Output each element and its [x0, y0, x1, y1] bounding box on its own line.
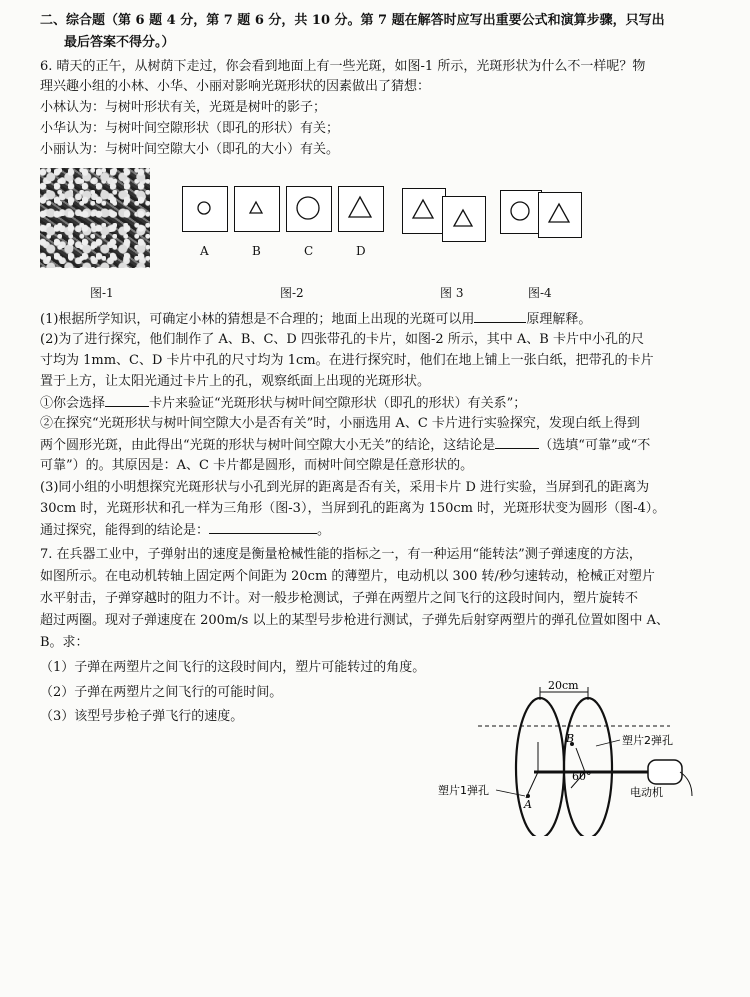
- section-header-line1: 二、综合题（第 6 题 4 分，第 7 题 6 分，共 10 分。第 7 题在解答时应写出重要公式和演算步骤，只写出: [40, 13, 665, 28]
- q6-intro-line2: 理兴趣小组的小林、小华、小丽对影响光斑形状的因素做出了猜想：: [40, 79, 431, 94]
- q6-part2-choose-text: ①你会选择: [40, 396, 106, 411]
- hole1-label: 塑片1弹孔: [438, 784, 489, 797]
- q7-line3: 水平射击，子弹穿越时的阻力不计。对一般步枪测试，子弹在两塑片之间飞行的这段时间内，塑片旋转不: [40, 591, 639, 606]
- card-c-label: C: [304, 244, 314, 258]
- card-a: [182, 186, 228, 232]
- fig3-screen: [442, 196, 486, 242]
- q6-guess-xiaolin: 小林认为：与树叶形状有关，光斑是树叶的影子；: [40, 100, 327, 115]
- q6-guess-xiaoli: 小丽认为：与树叶间空隙大小（即孔的大小）有关。: [40, 142, 340, 157]
- q6-part3-conclusion-end: 。: [317, 523, 331, 538]
- q7-sub2: （2）子弹在两塑片之间飞行的可能时间。: [40, 685, 283, 700]
- q7-line5: B。求：: [40, 635, 89, 650]
- q7-line4: 超过两圈。现对子弹速度在 200m/s 以上的某型号步枪进行测试，子弹先后射穿两塑片的弹孔位置如图中 A、: [40, 613, 669, 628]
- q6-part2-line3: 置于上方，让太阳光通过卡片上的孔，观察纸面上出现的光斑形状。: [40, 374, 431, 389]
- q6-part2-reliable-text: 两个圆形光斑，由此得出“光斑的形状与树叶间空隙大小无关”的结论，这结论是: [40, 438, 496, 453]
- circle-spot-icon: [501, 191, 540, 232]
- q7-sub1: （1）子弹在两塑片之间飞行的这段时间内，塑片可能转过的角度。: [40, 660, 426, 675]
- q6-guess-xiaohua: 小华认为：与树叶间空隙形状（即孔的形状）有关；: [40, 121, 340, 136]
- q6-part2-line1: (2)为了进行探究，他们制作了 A、B、C、D 四张带孔的卡片，如图-2 所示，其中 A、B 卡片中小孔的尺: [40, 332, 644, 347]
- fig4-card: [538, 192, 582, 238]
- q6-part1-blank[interactable]: [474, 310, 526, 323]
- card-b-label: B: [252, 244, 261, 258]
- fig3-card: [402, 188, 446, 234]
- rotating-discs-diagram: [430, 676, 710, 836]
- point-a-label: A: [524, 798, 532, 811]
- distance-label: 20cm: [548, 679, 579, 692]
- q6-part3-line1: (3)同小组的小明想探究光斑形状与小孔到光屏的距离是否有关，采用卡片 D 进行实验，当屏到孔的距离为: [40, 480, 650, 495]
- section-header-line2: 最后答案不得分。）: [64, 35, 175, 50]
- card-d: [338, 186, 384, 232]
- q6-part3-conclusion-text: 通过探究，能得到的结论是：: [40, 523, 210, 538]
- triangle-icon: [539, 193, 580, 236]
- q6-part3-conclusion-blank[interactable]: [209, 521, 317, 534]
- q6-part2-line7: 可靠”）的。其原因是：A、C 卡片都是圆形，而树叶间空隙是任意形状的。: [40, 458, 474, 473]
- plastic-disc-1: [516, 698, 564, 836]
- q6-part2-choose-blank[interactable]: [105, 394, 149, 407]
- q7-line2: 如图所示。在电动机转轴上固定两个间距为 20cm 的薄塑片，电动机以 300 转/秒匀速转动，枪械正对塑片: [40, 569, 655, 584]
- plastic-disc-2: [564, 698, 612, 836]
- point-b-label: B: [566, 732, 575, 745]
- triangle-large-icon: [339, 187, 382, 230]
- q6-part1-text-end: 原理解释。: [526, 312, 592, 327]
- q6-part1: [40, 310, 720, 329]
- fig1-label: 图-1: [90, 286, 114, 300]
- q6-part1-text: (1)根据所学知识，可确定小林的猜想是不合理的；地面上出现的光斑可以用: [40, 312, 475, 327]
- motor-label: 电动机: [630, 786, 663, 799]
- card-b: [234, 186, 280, 232]
- q6-part2-reliable-blank[interactable]: [495, 436, 539, 449]
- q6-part3-line3: [40, 521, 720, 540]
- q6-part2-reliable-text-end: （选填“可靠”或“不: [539, 438, 651, 453]
- fig3-label: 图 3: [440, 286, 464, 300]
- hole2-label: 塑片2弹孔: [622, 734, 673, 747]
- q6-part2-line6: [40, 436, 720, 455]
- fig4-label: 图-4: [528, 286, 552, 300]
- q6-intro-line1: 6. 晴天的正午，从树荫下走过，你会看到地面上有一些光斑，如图-1 所示，光斑形状为什么不一样呢？物: [40, 59, 646, 74]
- angle-label: 60°: [572, 770, 592, 783]
- q6-part2-line5: ②在探究“光斑形状与树叶间空隙大小是否有关”时，小丽选用 A、C 卡片进行实验探究，发现白纸上得到: [40, 416, 640, 431]
- card-c: [286, 186, 332, 232]
- card-d-label: D: [356, 244, 366, 258]
- q7-sub3: （3）该型号步枪子弹飞行的速度。: [40, 709, 244, 724]
- q6-part2-line2: 寸均为 1mm、C、D 卡片中孔的尺寸均为 1cm。在进行探究时，他们在地上铺上一张白纸，把带孔的卡片: [40, 353, 654, 368]
- tree-shadow-photo: [40, 168, 150, 268]
- q6-part2-choose-text-end: 卡片来验证“光斑形状与树叶间空隙形状（即孔的形状）有关系”；: [149, 396, 527, 411]
- triangle-small-icon: [235, 187, 278, 230]
- card-a-label: A: [200, 244, 209, 258]
- fig4-screen: [500, 190, 542, 234]
- circle-small-icon: [183, 187, 226, 230]
- fig2-label: 图-2: [280, 286, 304, 300]
- motor-body: [648, 760, 682, 784]
- triangle-spot-icon: [443, 197, 484, 240]
- triangle-icon: [403, 189, 444, 232]
- q6-part2-line4: [40, 394, 720, 413]
- q6-part3-line2: 30cm 时，光斑形状和孔一样为三角形（图-3），当屏到孔的距离为 150cm 时，光斑形状变为圆形（图-4）。: [40, 501, 666, 516]
- circle-large-icon: [287, 187, 330, 230]
- q7-line1: 7. 在兵器工业中，子弹射出的速度是衡量枪械性能的指标之一，有一种运用“能转法”测子弹速度的方法，: [40, 547, 642, 562]
